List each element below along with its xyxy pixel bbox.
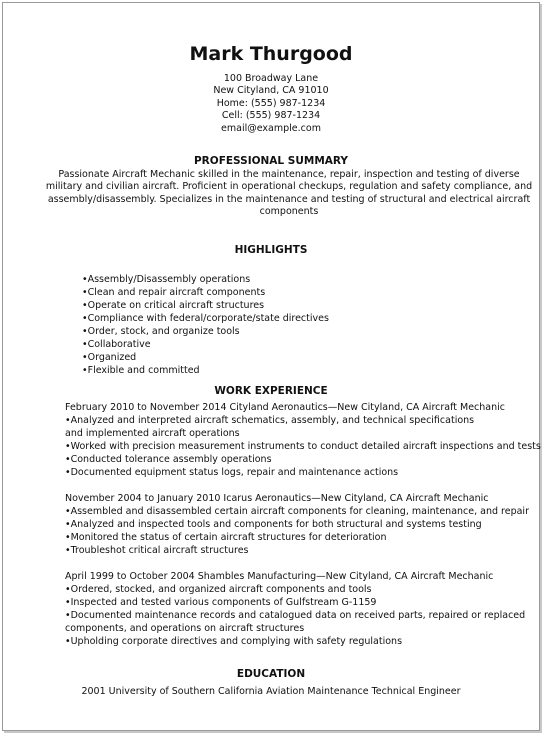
list-item: •Assembly/Disassembly operations	[82, 274, 251, 285]
candidate-name: Mark Thurgood	[189, 43, 353, 65]
contact-block	[3, 73, 539, 135]
experience-heading: WORK EXPERIENCE	[214, 385, 328, 397]
summary-text: Passionate Aircraft Mechanic skilled in the maintenance, repair, inspection and testing of diverse military and civilian aircraft. Proficient in operational checkups, regulation and safety compliance, and assembly/disassembly. Specializes in the maintenance and testing of structural and electrical aircraft components	[45, 169, 533, 217]
list-item: •Clean and repair aircraft components	[82, 287, 266, 298]
list-item: •Troubleshot critical aircraft structures	[65, 545, 249, 556]
list-item: •Assembled and disassembled certain aircraft components for cleaning, maintenance, and repair	[65, 506, 529, 517]
job-title: April 1999 to October 2004 Shambles Manufacturing—New Cityland, CA Aircraft Mechanic	[65, 571, 494, 582]
list-item: •Upholding corporate directives and complying with safety regulations	[65, 636, 403, 647]
highlights-heading: HIGHLIGHTS	[234, 244, 308, 256]
address-line-2: New Cityland, CA 91010	[213, 85, 329, 97]
job-title: November 2004 to January 2010 Icarus Aeronautics—New Cityland, CA Aircraft Mechanic	[65, 493, 489, 504]
list-item: •Order, stock, and organize tools	[82, 326, 240, 337]
job-entry	[65, 492, 539, 557]
list-item: •Ordered, stocked, and organized aircraft components and tools	[65, 584, 372, 595]
list-item: •Compliance with federal/corporate/state directives	[82, 313, 329, 324]
list-item: •Worked with precision measurement instruments to conduct detailed aircraft inspections and tests	[65, 441, 541, 452]
resume-page	[2, 2, 540, 731]
education-heading: EDUCATION	[236, 668, 306, 680]
list-item: •Operate on critical aircraft structures	[82, 300, 265, 311]
education-entry: 2001 University of Southern California Aviation Maintenance Technical Engineer	[81, 686, 461, 697]
list-item: •Inspected and tested various components of Gulfstream G-1159	[65, 597, 377, 608]
list-item: •Collaborative	[82, 339, 151, 350]
job-entry	[65, 401, 539, 479]
highlights-list	[82, 273, 329, 377]
cell-phone: Cell: (555) 987-1234	[221, 110, 321, 122]
address-line-1: 100 Broadway Lane	[223, 73, 319, 84]
list-item: •Analyzed and interpreted aircraft schematics, assembly, and technical specifications and implemented aircraft operations	[65, 415, 475, 439]
summary-heading: PROFESSIONAL SUMMARY	[193, 155, 349, 167]
list-item: •Conducted tolerance assembly operations	[65, 454, 272, 465]
list-item: •Analyzed and inspected tools and components for both structural and systems testing	[65, 519, 482, 530]
job-entry	[65, 570, 539, 648]
list-item: •Flexible and committed	[82, 365, 200, 376]
list-item: •Monitored the status of certain aircraft structures for deterioration	[65, 532, 387, 543]
list-item: •Organized	[82, 352, 137, 363]
home-phone: Home: (555) 987-1234	[216, 97, 326, 109]
email: email@example.com	[221, 122, 321, 134]
list-item: •Documented maintenance records and catalogued data on received parts, repaired or replaced components, and operations on aircraft structures	[65, 610, 526, 634]
job-title: February 2010 to November 2014 Cityland Aeronautics—New Cityland, CA Aircraft Mechanic	[65, 402, 506, 413]
list-item: •Documented equipment status logs, repair and maintenance actions	[65, 467, 399, 478]
